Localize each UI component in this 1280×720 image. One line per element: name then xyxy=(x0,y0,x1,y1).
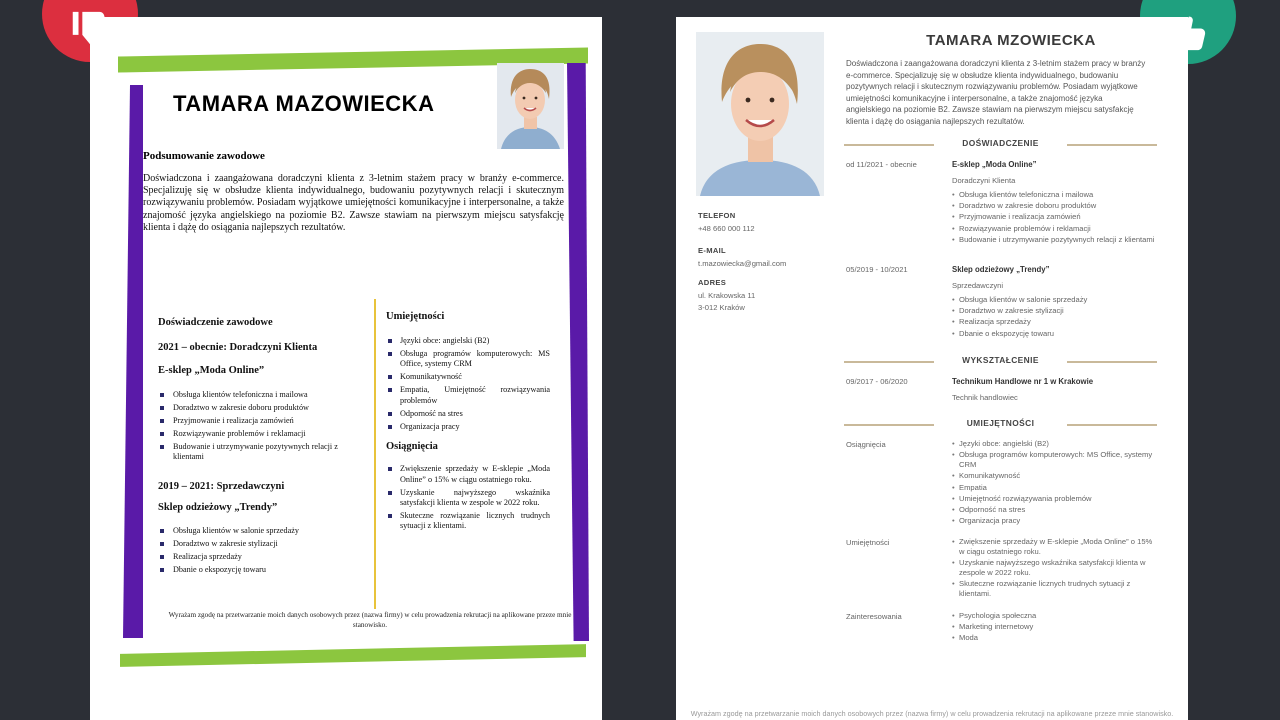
list-item: Organizacja pracy xyxy=(386,422,550,432)
skills-column xyxy=(386,311,550,534)
list-item: Obsługa programów komputerowych: MS Office, systemy CRM xyxy=(386,349,550,370)
list-item: Doradztwo w zakresie stylizacji xyxy=(158,539,370,549)
list-item: Empatia, Umiejętność rozwiązywania problemów xyxy=(386,385,550,406)
list-item: • Komunikatywność xyxy=(952,471,1157,481)
purple-accent-left xyxy=(123,85,143,638)
job2-company: Sklep odzieżowy „Trendy” xyxy=(158,501,278,513)
list-item: • Psychologia społeczna xyxy=(952,611,1157,621)
purple-accent-right xyxy=(567,63,589,641)
list-item: Realizacja sprzedaży xyxy=(158,552,370,562)
experience-heading: Doświadczenie zawodowe xyxy=(158,317,273,328)
summary-text: Doświadczona i zaangażowana doradczyni klienta z 3-letnim stażem pracy w branży e-commerce. Specjalizuję się w obsłudze klienta indywidualnego, budowaniu pozytywnych relacji i skutecznym rozwiązywaniu problemów. Posiadam wyjątkowe umiejętności komunikacyjne i interpersonalne, a także znajomość języka angielskiego na poziomie B2. Zawsze stawiam na pierwszym miejscu satysfakcję klienta i dążę do osiągania najlepszych rezultatów. xyxy=(846,59,1146,126)
consent-clause: Wyrażam zgodę na przetwarzanie moich danych osobowych przez (nazwa firmy) w celu prowadzenia rekrutacji na aplikowane przeze mnie stanowisko. xyxy=(690,709,1174,718)
list-item: Budowanie i utrzymywanie pozytywnych relacji z klientami xyxy=(158,442,370,463)
list-item: Rozwiązywanie problemów i reklamacji xyxy=(158,429,370,439)
edu-entry xyxy=(952,377,1157,402)
green-accent-bottom xyxy=(120,644,586,667)
row2-list xyxy=(952,537,1157,599)
list-item: Komunikatywność xyxy=(386,372,550,382)
list-item: • Rozwiązywanie problemów i reklamacji xyxy=(952,224,1157,234)
profile-photo xyxy=(696,32,824,196)
edu-title: Technik handlowiec xyxy=(952,393,1018,402)
skills-heading: Umiejętności xyxy=(386,311,445,322)
list-item: • Doradztwo w zakresie doboru produktów xyxy=(952,201,1157,211)
edu-school: Technikum Handlowe nr 1 w Krakowie xyxy=(952,377,1094,386)
list-item: Odporność na stres xyxy=(386,409,550,419)
phone-value: +48 660 000 112 xyxy=(698,224,755,233)
list-item: • Organizacja pracy xyxy=(952,516,1157,526)
experience-section-header xyxy=(844,138,1157,150)
list-item: • Doradztwo w zakresie stylizacji xyxy=(952,306,1157,316)
education-heading: WYKSZTAŁCENIE xyxy=(962,355,1039,365)
achievements-list xyxy=(386,464,550,532)
list-item: • Moda xyxy=(952,633,1157,643)
job2-role: Sprzedawczyni xyxy=(952,281,1004,290)
row3-entry xyxy=(952,606,1157,645)
list-item: Obsługa klientów w salonie sprzedaży xyxy=(158,526,370,536)
good-cv-page xyxy=(676,17,1188,720)
summary-text: Doświadczona i zaangażowana doradczyni klienta z 3-letnim stażem pracy w branży e-commerce. Specjalizuję się w obsłudze klienta indywidualnego, budowaniu pozytywnych relacji i skutecznym rozwiązywaniu problemów. Posiadam wyjątkowe umiejętności komunikacyjne i interpersonalne, a także znajomość języka angielskiego na poziomie B2. Zawsze stawiam na pierwszym miejscu satysfakcję klienta i dążę do osiągania najlepszych rezultatów. xyxy=(143,173,564,233)
candidate-name: TAMARA MAZOWIECKA xyxy=(173,91,435,116)
row1-entry xyxy=(952,434,1157,527)
list-item: Dbanie o ekspozycję towaru xyxy=(158,565,370,575)
consent-clause: Wyrażam zgodę na przetwarzanie moich danych osobowych przez (nazwa firmy) w celu prowadzenia rekrutacji na aplikowane przeze mnie stanowisko. xyxy=(168,611,572,629)
list-item: • Zwiększenie sprzedaży w E-sklepie „Moda Online” o 15% w ciągu ostatniego roku. xyxy=(952,537,1157,557)
experience-heading: DOŚWIADCZENIE xyxy=(962,138,1039,148)
job1-company: E-sklep „Moda Online” xyxy=(158,365,265,376)
skills-section-header xyxy=(844,418,1157,430)
list-item: • Obsługa programów komputerowych: MS Office, systemy CRM xyxy=(952,450,1157,470)
skills-heading: UMIEJĘTNOŚCI xyxy=(966,418,1035,428)
job1-role: Doradczyni Klienta xyxy=(952,176,1016,185)
list-item: • Dbanie o ekspozycję towaru xyxy=(952,329,1157,339)
list-item: • Skuteczne rozwiązanie licznych trudnych sytuacji z klientami. xyxy=(952,579,1157,599)
list-item: Uzyskanie najwyższego wskaźnika satysfakcji klienta w zespole w 2022 roku. xyxy=(386,488,550,509)
row1-label: Osiągnięcia xyxy=(846,440,886,449)
job2-date: 05/2019 - 10/2021 xyxy=(846,265,908,274)
address-line2: 3-012 Kraków xyxy=(698,302,745,312)
list-item: • Uzyskanie najwyższego wskaźnika satysfakcji klienta w zespole w 2022 roku. xyxy=(952,558,1157,578)
education-section-header xyxy=(844,355,1157,367)
job1-title: 2021 – obecnie: Doradczyni Klienta xyxy=(158,342,318,353)
job1-company: E-sklep „Moda Online” xyxy=(952,160,1037,169)
row1-list xyxy=(952,439,1157,526)
row2-entry xyxy=(952,532,1157,601)
list-item: • Przyjmowanie i realizacja zamówień xyxy=(952,212,1157,222)
candidate-name-text: TAMARA MZOWIECKA xyxy=(926,32,1096,49)
bad-cv-page xyxy=(90,17,602,720)
list-item: Obsługa klientów telefoniczna i mailowa xyxy=(158,390,370,400)
list-item: • Odporność na stres xyxy=(952,505,1157,515)
list-item: Języki obce: angielski (B2) xyxy=(386,336,550,346)
list-item: • Marketing internetowy xyxy=(952,622,1157,632)
email-value: t.mazowiecka@gmail.com xyxy=(698,258,787,268)
list-item: • Umiejętność rozwiązywania problemów xyxy=(952,494,1157,504)
job1-date: od 11/2021 - obecnie xyxy=(846,160,917,169)
edu-date: 09/2017 - 06/2020 xyxy=(846,377,908,386)
job2-duties xyxy=(158,526,370,575)
list-item: • Obsługa klientów telefoniczna i mailowa xyxy=(952,190,1157,200)
job1-entry xyxy=(952,160,1157,246)
job1-duties xyxy=(952,190,1157,245)
list-item: Doradztwo w zakresie doboru produktów xyxy=(158,403,370,413)
address-label: ADRES xyxy=(698,278,727,287)
job2-duties xyxy=(952,295,1157,339)
column-divider xyxy=(374,299,376,609)
summary-heading: Podsumowanie zawodowe xyxy=(143,150,265,162)
profile-photo xyxy=(497,63,564,149)
list-item: • Empatia xyxy=(952,483,1157,493)
row2-label: Umiejętności xyxy=(846,538,890,547)
list-item: • Realizacja sprzedaży xyxy=(952,317,1157,327)
skills-list xyxy=(386,336,550,432)
contact-info xyxy=(698,211,828,313)
candidate-name xyxy=(676,32,1188,49)
experience-column xyxy=(158,317,370,578)
job2-company: Sklep odzieżowy „Trendy” xyxy=(952,265,1050,274)
job1-duties xyxy=(158,390,370,463)
row3-label: Zainteresowania xyxy=(846,612,902,621)
phone-label: TELEFON xyxy=(698,211,736,220)
job2-title: 2019 – 2021: Sprzedawczyni xyxy=(158,480,285,492)
list-item: • Języki obce: angielski (B2) xyxy=(952,439,1157,449)
list-item: • Obsługa klientów w salonie sprzedaży xyxy=(952,295,1157,305)
achievements-heading: Osiągnięcia xyxy=(386,441,438,453)
job2-entry xyxy=(952,265,1157,340)
list-item: Przyjmowanie i realizacja zamówień xyxy=(158,416,370,426)
list-item: Zwiększenie sprzedaży w E-sklepie „Moda Online” o 15% w ciągu ostatniego roku. xyxy=(386,464,550,485)
list-item: Skuteczne rozwiązanie licznych trudnych sytuacji z klientami. xyxy=(386,511,550,532)
address-line1: ul. Krakowska 11 xyxy=(698,291,756,300)
email-label: E-MAIL xyxy=(698,245,726,255)
list-item: • Budowanie i utrzymywanie pozytywnych relacji z klientami xyxy=(952,235,1157,245)
row3-list xyxy=(952,611,1157,643)
